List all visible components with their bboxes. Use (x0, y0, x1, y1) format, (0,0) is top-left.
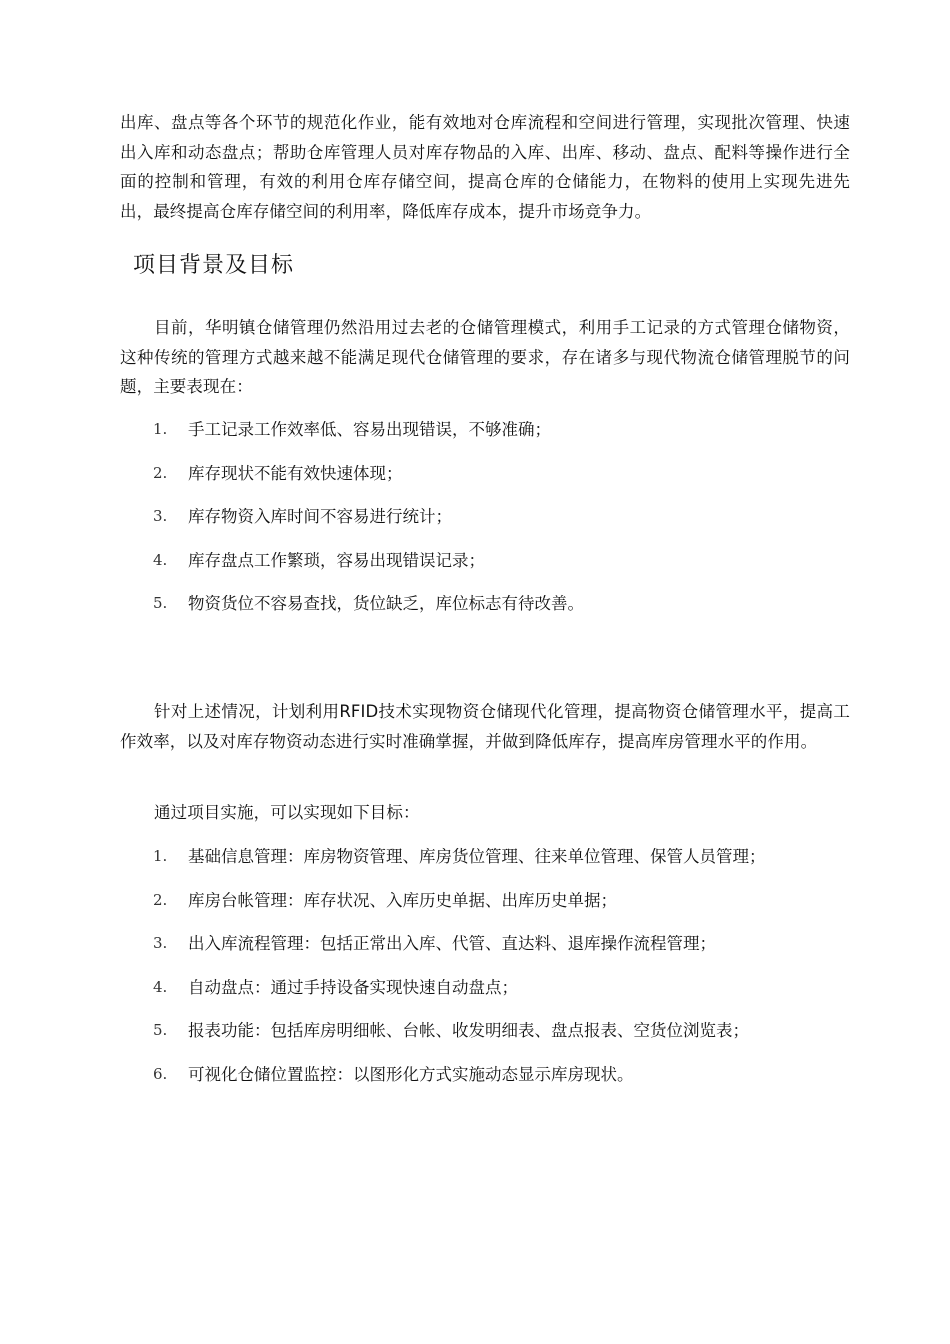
list-item (153, 459, 853, 503)
list-item (153, 589, 853, 633)
list-item (153, 886, 853, 930)
list-item (153, 973, 853, 1017)
list-text: 物资货位不容易查找，货位缺乏，库位标志有待改善。 (188, 594, 584, 613)
list-item (153, 502, 853, 546)
list-text: 出入库流程管理：包括正常出入库、代管、直达料、退库操作流程管理； (188, 934, 716, 953)
list-number: 2. (153, 890, 168, 909)
list-item (153, 546, 853, 590)
list-number: 1. (153, 847, 168, 865)
list-number: 2. (153, 463, 168, 482)
goals-list (153, 842, 853, 1103)
plan-paragraph: 针对上述情况，计划利用RFID技术实现物资仓储现代化管理，提高物资仓储管理水平，提高工作效率，以及对库存物资动态进行实时准确掌握，并做到降低库存，提高库房管理水平的作用。 (120, 702, 850, 751)
intro-paragraph: 出库、盘点等各个环节的规范化作业，能有效地对仓库流程和空间进行管理，实现批次管理、快速出入库和动态盘点；帮助仓库管理人员对库存物品的入库、出库、移动、盘点、配料等操作进行全面的控制和管理，有效的利用仓库存储空间，提高仓库的仓储能力，在物料的使用上实现先进先出，最终提高仓库存储空间的利用率，降低库存成本，提升市场竞争力。 (120, 113, 850, 221)
list-number: 3. (153, 934, 168, 952)
list-text: 报表功能：包括库房明细帐、台帐、收发明细表、盘点报表、空货位浏览表； (188, 1021, 749, 1040)
list-number: 5. (153, 1021, 168, 1039)
list-item (153, 929, 853, 973)
list-text: 库存物资入库时间不容易进行统计； (188, 507, 452, 526)
list-number: 3. (153, 507, 168, 525)
background-paragraph: 目前，华明镇仓储管理仍然沿用过去老的仓储管理模式，利用手工记录的方式管理仓储物资，这种传统的管理方式越来越不能满足现代仓储管理的要求，存在诸多与现代物流仓储管理脱节的问题，主要表现在： (120, 318, 850, 396)
list-item (153, 1016, 853, 1060)
list-text: 手工记录工作效率低、容易出现错误，不够准确； (188, 420, 551, 439)
list-number: 6. (153, 1064, 168, 1083)
problems-list (153, 415, 853, 633)
list-item (153, 1060, 853, 1104)
list-item (153, 842, 853, 886)
list-text: 基础信息管理：库房物资管理、库房货位管理、往来单位管理、保管人员管理； (188, 847, 766, 866)
list-number: 1. (153, 420, 168, 438)
goals-intro: 通过项目实施，可以实现如下目标： (154, 803, 420, 822)
list-text: 自动盘点：通过手持设备实现快速自动盘点； (188, 977, 518, 997)
list-text: 库存现状不能有效快速体现； (188, 463, 403, 483)
list-number: 4. (153, 977, 168, 996)
list-number: 4. (153, 550, 168, 569)
list-item (153, 415, 853, 459)
section-heading: 项目背景及目标 (133, 253, 295, 278)
list-text: 库房台帐管理：库存状况、入库历史单据、出库历史单据； (188, 890, 617, 910)
list-text: 可视化仓储位置监控：以图形化方式实施动态显示库房现状。 (188, 1064, 634, 1084)
list-number: 5. (153, 594, 168, 612)
list-text: 库存盘点工作繁琐，容易出现错误记录； (188, 550, 485, 570)
